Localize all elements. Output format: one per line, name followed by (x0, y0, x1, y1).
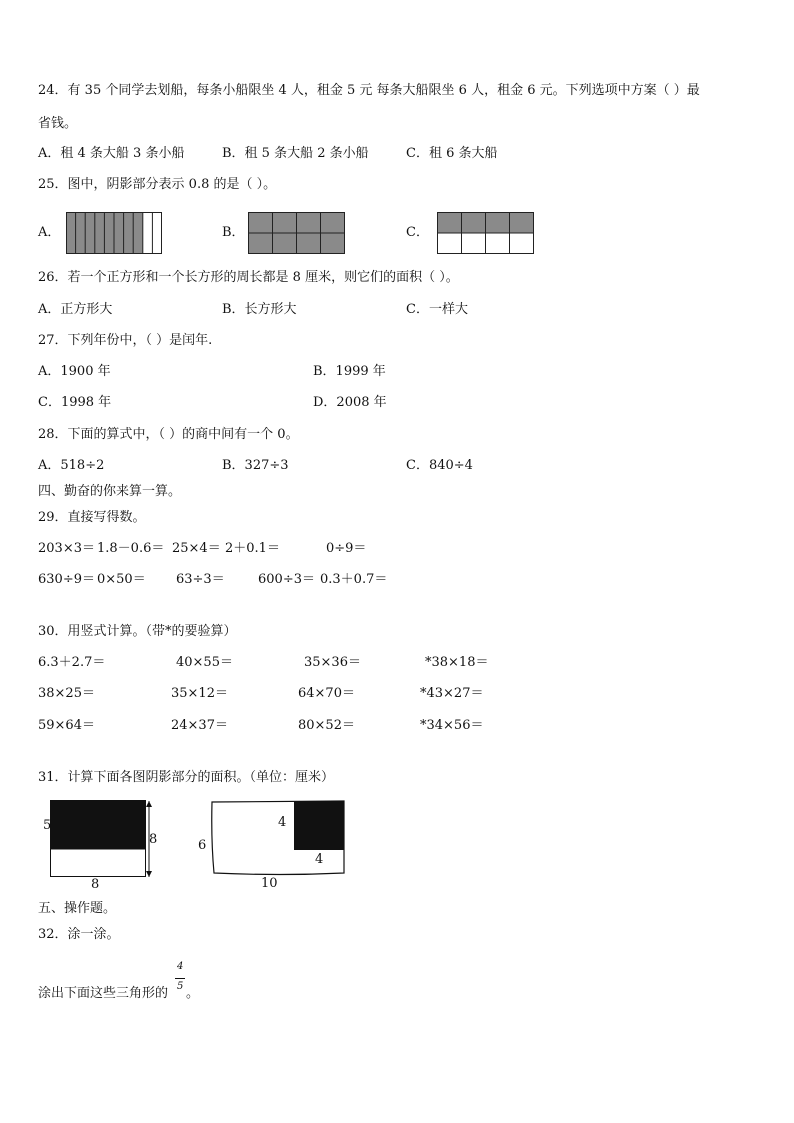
q32-fraction-numerator: 4 (177, 961, 184, 972)
q30-item: *34×56＝ (420, 718, 484, 733)
q30-item: 24×37＝ (171, 718, 228, 733)
q30-item: 64×70＝ (298, 686, 355, 701)
q28-option-c: C．840÷4 (406, 458, 473, 473)
q29-item: 0.3＋0.7＝ (320, 572, 388, 587)
q29-item: 630÷9＝ (38, 572, 95, 587)
q31-fig1-left-label: 5 (43, 818, 52, 833)
q29-item: 203×3＝ (38, 541, 95, 556)
q25-stem: 25．图中，阴影部分表示 0.8 的是（ ）。 (38, 177, 277, 192)
q30-item: 59×64＝ (38, 718, 95, 733)
q29-item: 0÷9＝ (326, 541, 367, 556)
q24-option-b: B．租 5 条大船 2 条小船 (222, 146, 369, 161)
q25-label-b: B． (222, 225, 245, 240)
q30-item: 40×55＝ (176, 655, 233, 670)
q32-stem: 32．涂一涂。 (38, 927, 120, 942)
q26-option-c: C．一样大 (406, 302, 468, 317)
q31-fig2-left-label: 6 (198, 838, 207, 853)
q27-option-c: C．1998 年 (38, 395, 112, 410)
q31-fig1-right-label: 8 (149, 832, 158, 847)
q24-stem-line1: 24．有 35 个同学去划船，每条小船限坐 4 人，租金 5 元 每条大船限坐 6 人，租金 6 元。下列选项中方案（ ）最 (38, 83, 700, 98)
q32-text-prefix: 涂出下面这些三角形的 (38, 986, 169, 1001)
q28-option-a: A．518÷2 (38, 458, 105, 473)
q26-option-b: B．长方形大 (222, 302, 297, 317)
q27-stem: 27．下列年份中，（ ）是闰年. (38, 333, 213, 348)
q24-stem-line2: 省钱。 (38, 116, 78, 131)
q32-fraction-denominator: 5 (177, 981, 184, 992)
q31-figure-1 (50, 800, 160, 878)
q26-stem: 26．若一个正方形和一个长方形的周长都是 8 厘米，则它们的面积（ ）。 (38, 270, 459, 285)
q29-item: 0×50＝ (97, 572, 146, 587)
q32-fraction-bar (175, 978, 185, 979)
q29-item: 1.8－0.6＝ (97, 541, 165, 556)
q27-option-b: B．1999 年 (313, 364, 386, 379)
q25-label-a: A． (38, 225, 61, 240)
q30-item: 80×52＝ (298, 718, 355, 733)
q32-text-suffix: 。 (186, 986, 200, 1001)
q28-option-b: B．327÷3 (222, 458, 289, 473)
q29-stem: 29．直接写得数。 (38, 510, 146, 525)
section-4-heading: 四、勤奋的你来算一算。 (38, 484, 182, 499)
q30-item: 35×36＝ (304, 655, 361, 670)
q31-fig2-inner-side-label: 4 (278, 815, 287, 830)
q27-option-a: A．1900 年 (38, 364, 111, 379)
q28-stem: 28．下面的算式中，（ ）的商中间有一个 0。 (38, 427, 299, 442)
q31-fig1-bottom-label: 8 (91, 877, 100, 892)
q25-figure-c (437, 212, 534, 254)
q25-figure-a (66, 212, 162, 254)
q24-option-c: C．租 6 条大船 (406, 146, 498, 161)
q31-figure-2 (210, 800, 346, 876)
q26-option-a: A．正方形大 (38, 302, 113, 317)
q31-stem: 31．计算下面各图阴影部分的面积。（单位：厘米） (38, 770, 335, 785)
q27-option-d: D．2008 年 (313, 395, 387, 410)
q30-item: 6.3＋2.7＝ (38, 655, 106, 670)
q29-item: 63÷3＝ (176, 572, 225, 587)
q30-stem: 30．用竖式计算。（带*的要验算） (38, 624, 237, 639)
q30-item: *43×27＝ (420, 686, 484, 701)
q30-item: 35×12＝ (171, 686, 228, 701)
q29-item: 25×4＝ (172, 541, 221, 556)
q29-item: 600÷3＝ (258, 572, 315, 587)
q29-item: 2＋0.1＝ (225, 541, 280, 556)
q31-fig2-inner-bottom-label: 4 (315, 852, 324, 867)
q31-fig2-bottom-label: 10 (261, 876, 278, 891)
q30-item: *38×18＝ (425, 655, 489, 670)
q30-item: 38×25＝ (38, 686, 95, 701)
q24-option-a: A．租 4 条大船 3 条小船 (38, 146, 185, 161)
section-5-heading: 五、操作题。 (38, 901, 117, 916)
q25-figure-b (248, 212, 345, 254)
q25-label-c: C． (406, 225, 429, 240)
